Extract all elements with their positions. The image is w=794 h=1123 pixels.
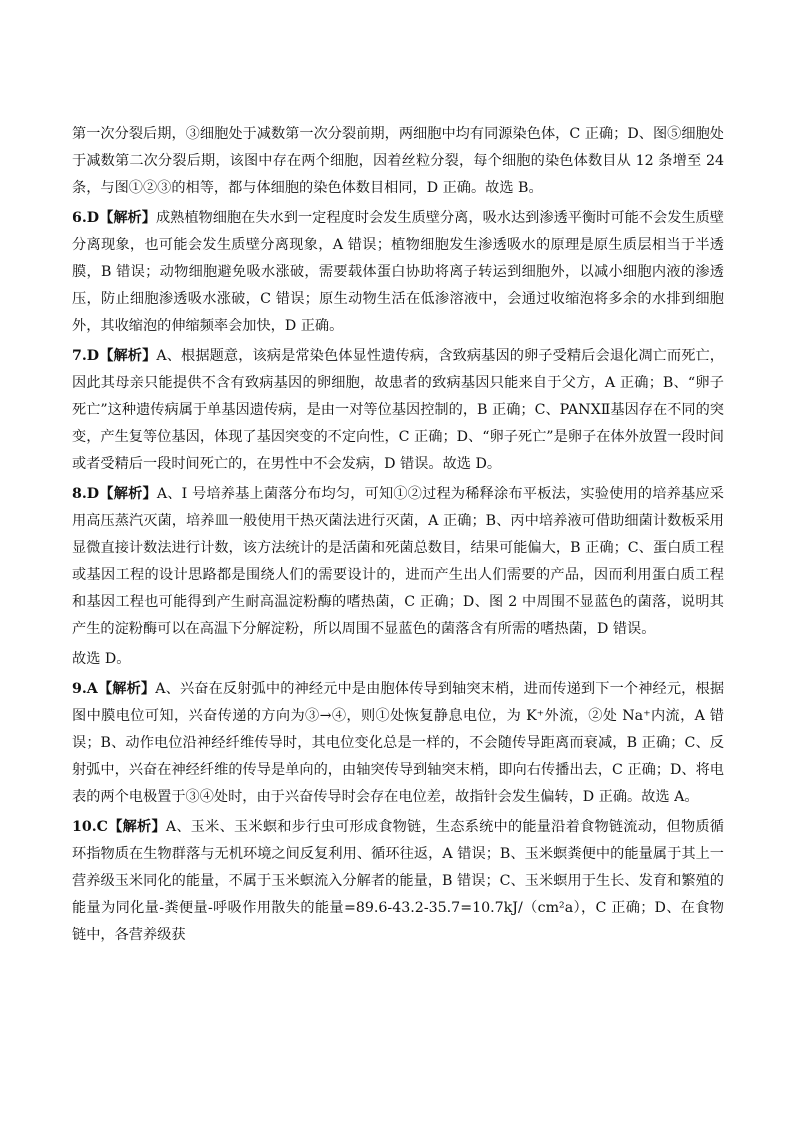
- answer-7: [72, 343, 724, 478]
- answer-6: [72, 205, 724, 340]
- answer-label-9: 9.A【解析】: [72, 681, 156, 697]
- answer-label-6: 6.D【解析】: [72, 210, 156, 226]
- answer-text-8: A、I 号培养基上菌落分布均匀，可知①②过程为稀释涂布平板法，实验使用的培养基应采用高压蒸汽灭菌，培养皿一般使用干热灭菌法进行灭菌，A 正确；B、丙中培养液可借助细菌计数板采用显微直接计数法进行计数，该方法统计的是活菌和死菌总数目，结果可能偏大，B 正确；C、蛋白质工程或基因工程的设计思路都是围绕人们的需要设计的，进而产生出人们需要的产品，因而利用蛋白质工程和基因工程也可能得到产生耐高温淀粉酶的嗜热菌，C 正确；D、图 2 中周围不显蓝色的菌落，说明其产生的淀粉酶可以在高温下分解淀粉，所以周围不显蓝色的菌落含有所需的嗜热菌，D 错误。: [72, 486, 724, 637]
- paragraph-continuation: [72, 121, 724, 202]
- answer-explanations: [72, 121, 724, 952]
- answer-text-7: A、根据题意，该病是常染色体显性遗传病，含致病基因的卵子受精后会退化凋亡而死亡，因此其母亲只能提供不含有致病基因的卵细胞，故患者的致病基因只能来自于父方，A 正确；B、“卵子死亡”这种遗传病属于单基因遗传病，是由一对等位基因控制的，B 正确；C、PANXⅡ基因存在不同的突变，产生复等位基因，体现了基因突变的不定向性，C 正确；D、“卵子死亡”是卵子在体外放置一段时间或者受精后一段时间死亡的，在男性中不会发病，D 错误。故选 D。: [72, 348, 724, 472]
- answer-label-7: 7.D【解析】: [72, 348, 157, 364]
- answer-text-6: 成熟植物细胞在失水到一定程度时会发生质壁分离，吸水达到渗透平衡时可能不会发生质壁分离现象，也可能会发生质壁分离现象，A 错误；植物细胞发生渗透吸水的原理是原生质层相当于半透膜，B 错误；动物细胞避免吸水涨破，需要载体蛋白协助将离子转运到细胞外，以减小细胞内液的渗透压，防止细胞渗透吸水涨破，C 错误；原生动物生活在低渗溶液中，会通过收缩泡将多余的水排到细胞外，其收缩泡的伸缩频率会加快，D 正确。: [72, 210, 724, 334]
- answer-text-10: A、玉米、玉米螟和步行虫可形成食物链，生态系统中的能量沿着食物链流动，但物质循环指物质在生物群落与无机环境之间反复利用、循环往返，A 错误；B、玉米螟粪便中的能量属于其上一营养级玉米同化的能量，不属于玉米螟流入分解者的能量，B 错误；C、玉米螟用于生长、发育和繁殖的能量为同化量-粪便量-呼吸作用散失的能量=89.6-43.2-35.7=10.7kJ/（cm²a），C 正确；D、在食物链中，各营养级获: [72, 819, 724, 943]
- answer-8: [72, 481, 724, 643]
- answer-label-8: 8.D【解析】: [72, 486, 157, 502]
- paragraph-text: 第一次分裂后期，③细胞处于减数第一次分裂前期，两细胞中均有同源染色体，C 正确；D、图⑤细胞处于减数第二次分裂后期，该图中存在两个细胞，因着丝粒分裂，每个细胞的染色体数目从 12 条增至 24 条，与图①②③的相等，都与体细胞的染色体数目相同，D 正确。故选 B。: [72, 126, 724, 196]
- answer-label-10: 10.C【解析】: [72, 819, 166, 835]
- answer-10: [72, 814, 724, 949]
- paragraph-text: 故选 D。: [72, 651, 131, 667]
- answer-9: [72, 676, 724, 811]
- answer-8-conclusion: [72, 646, 724, 673]
- answer-text-9: A、兴奋在反射弧中的神经元中是由胞体传导到轴突末梢，进而传递到下一个神经元，根据图中膜电位可知，兴奋传递的方向为③→④，则①处恢复静息电位，为 K⁺外流，②处 Na⁺内流，A 错误；B、动作电位沿神经纤维传导时，其电位变化总是一样的，不会随传导距离而衰减，B 正确；C、反射弧中，兴奋在神经纤维的传导是单向的，由轴突传导到轴突末梢，即向右传播出去，C 正确；D、将电表的两个电极置于③④处时，由于兴奋传导时会存在电位差，故指针会发生偏转，D 正确。故选 A。: [72, 681, 725, 805]
